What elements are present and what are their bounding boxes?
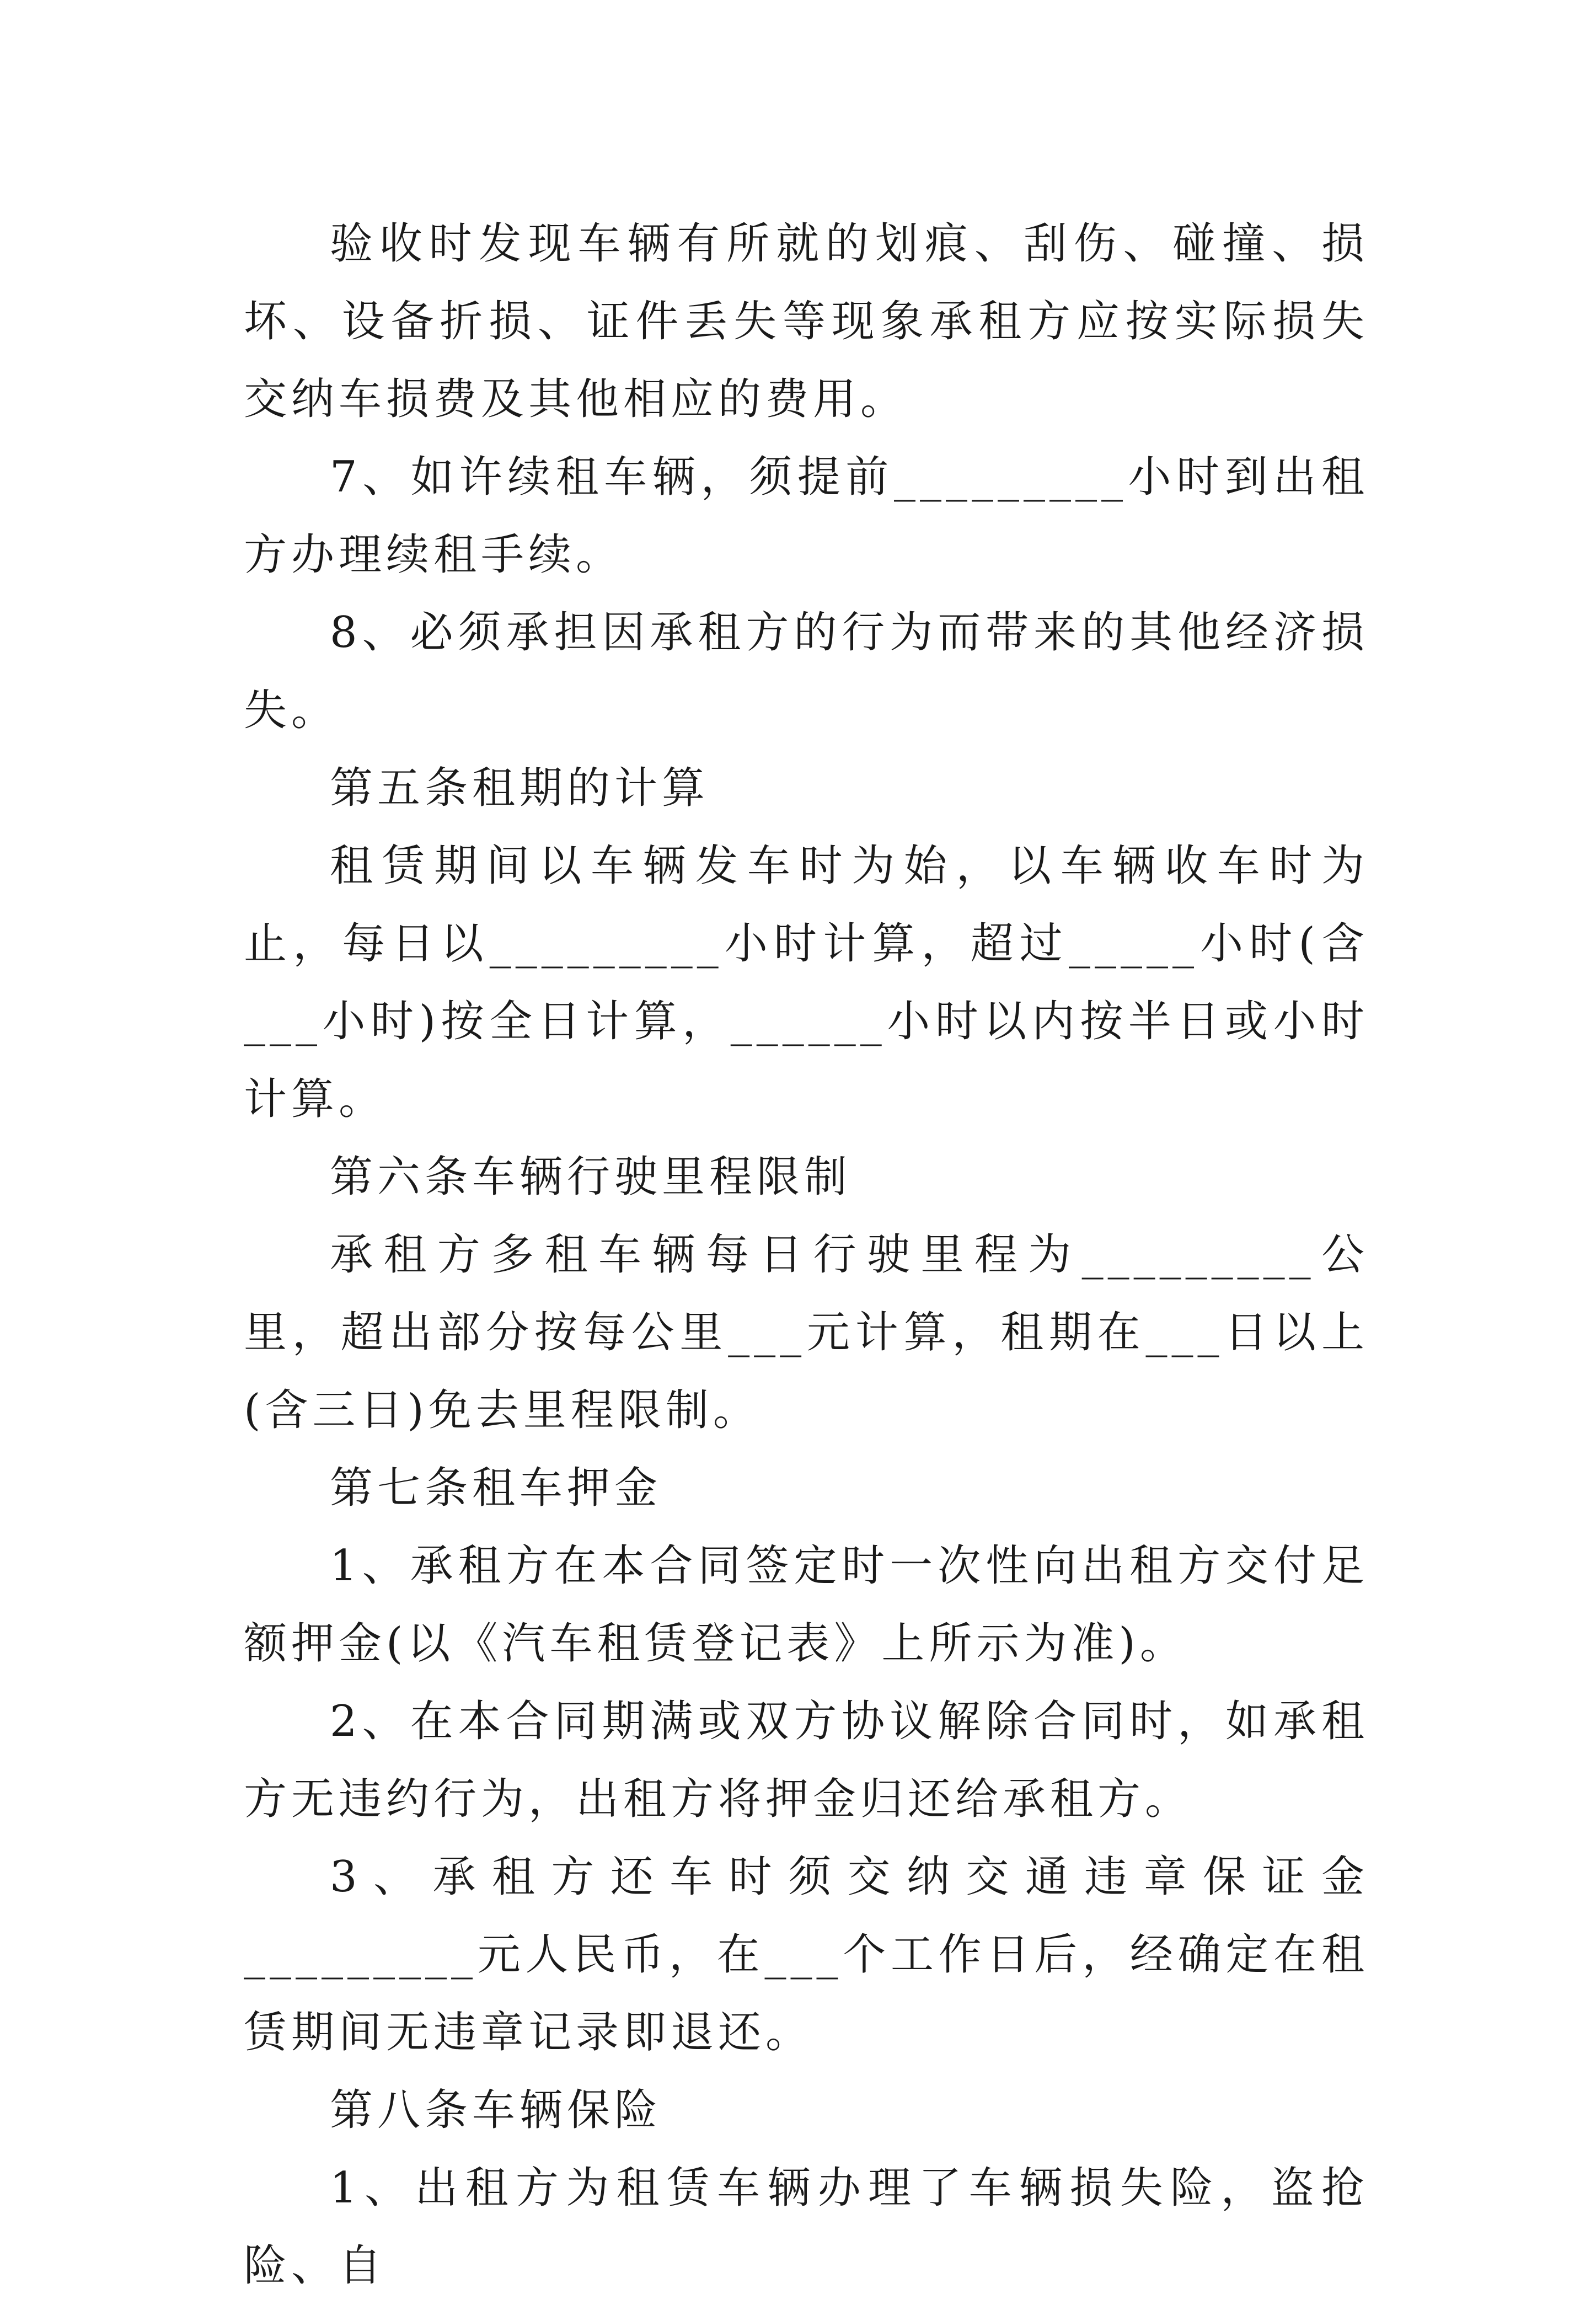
paragraph-deposit-item-3: 3、承租方还车时须交纳交通违章保证金_________元人民币，在___个工作日后，经确定在租赁期间无违章记录即退还。 — [244, 1852, 1369, 2057]
paragraph-item-7-renewal: 7、如许续租车辆，须提前_________小时到出租方办理续租手续。 — [244, 452, 1369, 580]
paragraph-deposit-item-2: 2、在本合同期满或双方协议解除合同时，如承租方无违约行为，出租方将押金归还给承租方。 — [244, 1697, 1369, 1824]
paragraph-rental-period: 租赁期间以车辆发车时为始，以车辆收车时为止，每日以_________小时计算，超过_____小时(含___小时)按全日计算，______小时以内按半日或小时计算。 — [244, 841, 1369, 1124]
section-heading-article-5: 第五条租期的计算 — [330, 763, 710, 813]
paragraph-insurance-item-1: 1、出租方为租赁车辆办理了车辆损失险，盗抢险、自 — [244, 2163, 1369, 2291]
section-heading-article-8: 第八条车辆保险 — [330, 2085, 662, 2135]
paragraph-inspection-damage: 验收时发现车辆有所就的划痕、刮伤、碰撞、损坏、设备折损、证件丢失等现象承租方应按实际损失交纳车损费及其他相应的费用。 — [244, 219, 1369, 424]
paragraph-mileage-limit: 承租方多租车辆每日行驶里程为_________公里，超出部分按每公里___元计算，租期在___日以上(含三日)免去里程限制。 — [244, 1230, 1369, 1435]
section-heading-article-6: 第六条车辆行驶里程限制 — [330, 1152, 852, 1202]
document-page — [244, 205, 1369, 2305]
paragraph-item-8-losses: 8、必须承担因承租方的行为而带来的其他经济损失。 — [244, 608, 1369, 735]
section-heading-article-7: 第七条租车押金 — [330, 1463, 662, 1513]
paragraph-deposit-item-1: 1、承租方在本合同签定时一次性向出租方交付足额押金(以《汽车租赁登记表》上所示为准)。 — [244, 1541, 1369, 1668]
